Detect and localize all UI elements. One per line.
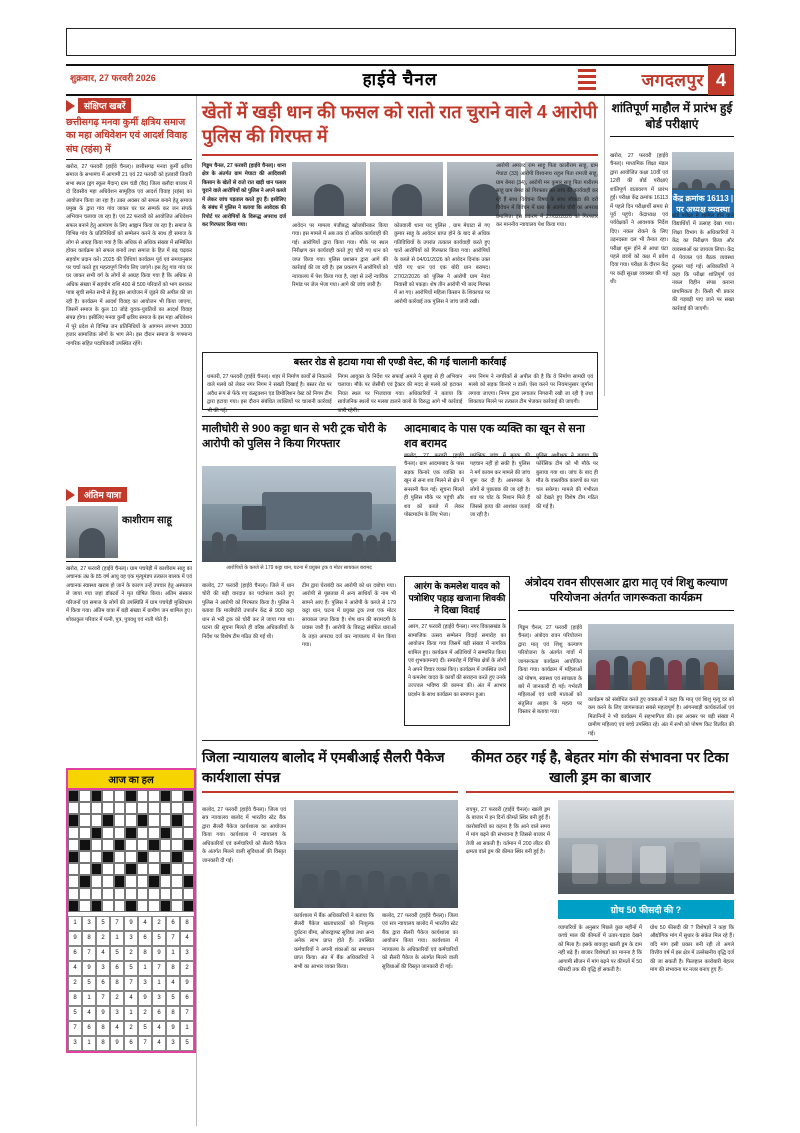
crossword-cell (183, 814, 194, 826)
crossword-cell (183, 900, 194, 912)
sudoku-cell: 1 (180, 1021, 194, 1036)
crossword-cell (148, 839, 159, 851)
sudoku-cell: 4 (152, 1036, 166, 1051)
crossword-grid (68, 790, 194, 912)
sudoku-cell: 4 (166, 976, 180, 991)
sudoku-cell: 1 (110, 931, 124, 946)
box-story (202, 352, 598, 414)
sudoku-cell: 8 (180, 916, 194, 931)
crossword-cell (91, 900, 102, 912)
crossword-cell (114, 827, 125, 839)
crossword-cell (68, 900, 79, 912)
crossword-cell (160, 827, 171, 839)
sudoku-cell: 3 (124, 931, 138, 946)
court-workshop-col-1: बालोद, 27 फरवरी (हाईवे चैनल)। जिला एवं सत्र न्यायालय बालोद में भारतीय स्टेट बैंक द्वारा सैलरी पैकेज कार्यशाला का आयोजन किया गया। कार्यशाला में न्यायालय के अधिकारियों एवं कर्मचारियों को सैलरी पैकेज के अंतर्गत मिलने वाली सुविधाओं की विस्तृत जानकारी दी गई। (202, 807, 286, 864)
crossword-cell (114, 851, 125, 863)
obituary-photo (66, 506, 118, 558)
crossword-cell (148, 875, 159, 887)
crossword-cell (79, 875, 90, 887)
sudoku-cell: 6 (96, 976, 110, 991)
sudoku-cell: 8 (68, 991, 82, 1006)
sudoku-cell: 6 (152, 1006, 166, 1021)
crossword-cell (79, 900, 90, 912)
crossword-cell (125, 851, 136, 863)
sudoku-cell: 5 (180, 1036, 194, 1051)
sudoku-cell: 7 (68, 1021, 82, 1036)
crossword-cell (183, 839, 194, 851)
sudoku-cell: 4 (180, 931, 194, 946)
crossword-cell (171, 900, 182, 912)
column-divider-1 (196, 96, 197, 1126)
sudoku-cell: 9 (110, 1036, 124, 1051)
sudoku-cell: 9 (82, 961, 96, 976)
lead-col-2: आवेदन पर मामला पंजीबद्ध खोजबीनकर किया गया। इस मामले में अब तक दो अधिक कार्यवाही की गई। आरोपियों द्वारा किया गया। मौके पर स्थल निरीक्षण कर कार्यवाही करते हुए चोरी गए धान को जप्त किया गया। पुलिस प्रशासन द्वारा आगे की कार्रवाई की जा रही है। इस प्रकरण में आरोपियों को न्यायालय में पेश किया गया है, जहां से उन्हें न्यायिक रिमांड पर जेल भेजा गया। आगे की जांच जारी है। (292, 223, 388, 288)
box-story-headline: बस्तर रोड से हटाया गया सी एण्डी वेस्ट, की गई चालानी कार्रवाई (293, 357, 507, 368)
sudoku-cell: 7 (180, 1006, 194, 1021)
board-exam-banner: केंद्र क्रमांक 16113 | पर अध्यक्ष व्यवस्था (672, 190, 734, 218)
crossword-cell (68, 790, 79, 802)
sudoku-cell: 3 (82, 916, 96, 931)
crossword-cell (79, 863, 90, 875)
crossword-cell (171, 875, 182, 887)
brief-news-badge-row (66, 98, 192, 113)
arang-story-body: आरंग, 27 फरवरी (हाईवे चैनल)। नगर विकासखंड के सामाजिक उत्सव सम्मेलन विदाई समारोह का आयोजन किया गया जिसमें बड़ी संख्या में नागरिक शामिल हुए। कार्यक्रम में अतिथियों ने सम्मानित किया एवं शुभकामनाएं दीं। समारोह में विभिन्न क्षेत्रों के लोगों ने अपने विचार व्यक्त किए। कार्यक्रम में उपस्थित जनों ने कमलेश यादव के कार्यों की सराहना करते हुए उनके उज्ज्वल भविष्य की कामना की। अंत में आभार प्रदर्शन के साथ कार्यक्रम का समापन हुआ। (408, 624, 506, 698)
sudoku-cell: 9 (124, 916, 138, 931)
body-found-headline: आदमाबाद के पास एक व्यक्ति का खून से सना शव बरामद (404, 423, 585, 450)
crossword-cell (114, 900, 125, 912)
board-exam-headline: शांतिपूर्ण माहौल में प्रारंभ हुई बोर्ड परीक्षाएं (611, 101, 733, 132)
court-workshop-photo (294, 800, 458, 908)
crossword-cell (160, 790, 171, 802)
crossword-cell (148, 863, 159, 875)
crossword-cell (125, 839, 136, 851)
sudoku-cell: 1 (138, 961, 152, 976)
crossword-cell (148, 790, 159, 802)
crossword-cell (102, 863, 113, 875)
masthead-title: हाईवे चैनल (362, 70, 438, 89)
sudoku-cell: 8 (96, 1021, 110, 1036)
sudoku-cell: 7 (110, 916, 124, 931)
crossword-cell (183, 827, 194, 839)
obituary-name: काशीराम साहू (122, 515, 172, 526)
brief-news-badge: संक्षिप्त खबरें (78, 98, 131, 113)
crossword-cell (68, 839, 79, 851)
crossword-cell (91, 790, 102, 802)
sudoku-cell: 9 (166, 1021, 180, 1036)
sudoku-cell: 5 (82, 976, 96, 991)
crossword-cell (148, 888, 159, 900)
crossword-cell (171, 790, 182, 802)
crossword-cell (91, 888, 102, 900)
crossword-cell (102, 875, 113, 887)
brief-news-body: खरोरा, 27 फरवरी (हाईवे चैनल)। छत्तीसगढ़ मनवा कुर्मी क्षत्रिय समाज के सभामंच में आगामी 21 एवं 22 फरवरी को इतवारी तिवारी सभा स्थल (ड्रग स्कूल मैदान) ग्राम चंडी (बैद) जिला बलौदा बाजार में दो दिवसीय महा अधिवेशन सामूहिक एवं आदर्श विवाह (रहंस) का आयोजन किया जा रहा है। उक्त अवसर को सफल बनाने हेतु समाज प्रमुख के द्वारा गांव गांव जाकर घर घर सम्पर्क कर जन संपर्क अभियान चलाया जा रहा है। एवं 22 फरवरी को आयोजित अधिवेशन सफल बनाने हेतु आमंत्रण के लिए आह्वान किया जा रहा है। समाज के विभिन्न गांव के प्रतिनिधियों को सम्मेलन करने के साथ ही समाज के लोग से आग्रह किया गया है कि अधिक से अधिक संख्या में सम्मिलित होकर कार्यक्रम को सफल बनावें तथा समाज के हित में बढ़ चढ़कर सहयोग प्रदान करें। 2025 की तिथियां कार्यक्रम पूर्व एवं समयानुसार पर चर्चा करते हुए महत्वपूर्ण निर्णय लिए जाएंगे। इस हेतु गांव गांव घर घर जाकर सभी वर्ग के लोगों से आग्रह किया गया है कि अधिक से अधिक संख्या में सहयोग राशि 400 से 500 परिवारों को भाग बनाकर पात्रा सूची समेत सभी से हेतु इस आयोजन में जुड़ने की अपील की जा रही है। कार्यक्रम में आदर्श विवाह का आयोजन भी किया जाएगा, जिसमें समाज के कुल 10 जोड़े युवक-युवतियों का आदर्श विवाह संपन्न होगा। इसीलिए मनवा कुर्मी क्षत्रिय समाज के इस महा अधिवेशन में पूरे प्रदेश से विभिन्न जन प्रतिनिधियों के आगमन लगभग 3000 हजार सामाजिक लोगों के भाग लेने। इस दौरान समाज के गणमान्य नागरिक सहित पदाधिकारी उपस्थित रहेंगे। (66, 163, 192, 347)
sudoku-cell: 2 (152, 916, 166, 931)
crossword-cell (91, 814, 102, 826)
sudoku-cell: 5 (138, 1021, 152, 1036)
sudoku-cell: 4 (110, 1021, 124, 1036)
lead-headline: खेतों में खड़ी धान की फसल को रातो रात चुराने वाले 4 आरोपी पुलिस की गिरफ्त में (202, 102, 598, 147)
antrodaya-col-1: गिड्डम चैनल, 27 फरवरी (हाईवे चैनल)। अंत्रोदय रावन परियोजना द्वारा मातृ एवं शिशु कल्याण परियोजना के अंतर्गत गांवों में जागरूकता कार्यक्रम आयोजित किया गया। कार्यक्रम में महिलाओं को पोषण, स्वास्थ्य एवं स्वच्छता के बारे में जानकारी दी गई। गर्भवती महिलाओं एवं धात्री माताओं को संतुलित आहार के महत्व पर विस्तार से बताया गया। (518, 625, 582, 716)
sudoku-cell: 1 (68, 916, 82, 931)
sudoku-cell: 8 (166, 1006, 180, 1021)
truck-story-col-2: टीम द्वारा घेराबंदी कर आरोपी को धर दबोचा गया। आरोपी से पूछताछ में अन्य साथियों के नाम भी सामने आए हैं। पुलिस ने आरोपी के कब्जे से 179 कट्टा धान, घटना में प्रयुक्त ट्रक तथा एक मोटर सायकल जप्त किया है। शेष धान की बरामदगी के प्रयास जारी हैं। आरोपी के विरुद्ध संबंधित धाराओं के तहत अपराध दर्ज कर न्यायालय में पेश किया गया। (302, 583, 396, 648)
crossword-cell (68, 888, 79, 900)
crossword-cell (125, 863, 136, 875)
masthead-city: जगदलपुर (641, 71, 704, 90)
sudoku-cell: 7 (152, 961, 166, 976)
sudoku-cell: 5 (166, 991, 180, 1006)
truck-story-caption: आरोपियों के कब्जे से 179 कट्टा धान, घटना में प्रयुक्त ट्रक व मोटर सायकल बरामद (226, 565, 372, 571)
crossword-cell (125, 888, 136, 900)
sudoku-cell: 2 (110, 991, 124, 1006)
sudoku-cell: 4 (82, 1006, 96, 1021)
crossword-cell (160, 888, 171, 900)
sudoku-cell: 6 (138, 931, 152, 946)
crossword-cell (160, 875, 171, 887)
sudoku-cell: 2 (138, 1006, 152, 1021)
crossword-cell (68, 802, 79, 814)
crossword-cell (148, 827, 159, 839)
crossword-cell (137, 839, 148, 851)
brief-news-headline: छत्तीसगढ़ मनवा कुर्मी क्षत्रिय समाज का महा अधिवेशन एवं आदर्श विवाह संघ (रहंस) में (66, 117, 187, 155)
crossword-cell (125, 814, 136, 826)
sudoku-cell: 9 (180, 976, 194, 991)
crossword-cell (148, 802, 159, 814)
crossword-cell (102, 839, 113, 851)
crossword-cell (148, 851, 159, 863)
sudoku-cell: 4 (96, 946, 110, 961)
sudoku-cell: 3 (152, 991, 166, 1006)
crossword-cell (125, 827, 136, 839)
sudoku-cell: 3 (166, 1036, 180, 1051)
puzzle-box (66, 768, 196, 1053)
crossword-cell (171, 839, 182, 851)
crossword-cell (137, 875, 148, 887)
crossword-cell (91, 863, 102, 875)
crossword-cell (79, 888, 90, 900)
crossword-cell (137, 863, 148, 875)
crossword-cell (137, 790, 148, 802)
sudoku-cell: 2 (68, 976, 82, 991)
crossword-cell (102, 851, 113, 863)
crossword-cell (160, 900, 171, 912)
sudoku-cell: 8 (96, 1036, 110, 1051)
antrodaya-headline: अंत्रोदय रावन सीएसआर द्वारा मातृ एवं शिशु कल्याण परियोजना अंतर्गत जागरूकता कार्यक्रम (524, 577, 728, 604)
top-banner-bar (66, 28, 736, 56)
sudoku-cell: 8 (138, 946, 152, 961)
sudoku-cell: 9 (138, 991, 152, 1006)
crossword-cell (183, 790, 194, 802)
sudoku-cell: 5 (152, 931, 166, 946)
body-found-col-2: प्रारंभिक जांच में मृतक की पहचान नहीं हो सकी है। पुलिस ने मर्ग कायम कर मामले की जांच शुरू कर दी है। आसपास के लोगों से पूछताछ की जा रही है। शव पर चोट के निशान मिले हैं जिससे हत्या की आशंका जताई जा रही है। (470, 453, 530, 518)
crossword-cell (160, 814, 171, 826)
drum-market-col-3: ग्रोथ 50 फीसदी की ? विशेषज्ञों ने कहा कि औद्योगिक मांग में सुधार के संकेत मिल रहे हैं। यदि मांग इसी प्रकार बनी रही तो अगले वित्तीय वर्ष में इस क्षेत्र में उल्लेखनीय वृद्धि दर्ज की जा सकती है। फिलहाल कारोबारी बेहतर मांग की संभावना पर नजर बनाए हुए हैं। (650, 925, 734, 974)
sudoku-cell: 8 (82, 931, 96, 946)
crossword-cell (171, 827, 182, 839)
menu-bars-icon (578, 69, 596, 91)
box-story-col-2: निगम आयुक्त के निर्देश पर सफाई अमले ने सुबह से ही अभियान चलाया। मौके पर जेसीबी एवं ट्रैक्टर की मदद से मलबे को हटाकर नियत स्थल पर भिजवाया गया। अधिकारियों ने बताया कि सार्वजनिक स्थलों पर मलबा डालने वालों के विरुद्ध आगे भी कार्रवाई जारी रहेगी। (337, 373, 463, 414)
crossword-cell (102, 888, 113, 900)
antrodaya-col-2: कार्यक्रम को संबोधित करते हुए वक्ताओं ने कहा कि मातृ एवं शिशु मृत्यु दर को कम करने के लिए जागरूकता सबसे महत्वपूर्ण है। आंगनबाड़ी कार्यकर्ताओं एवं मितानिनों ने भी कार्यक्रम में सहभागिता की। इस अवसर पर बड़ी संख्या में ग्रामीण महिलाएं एवं बच्चे उपस्थित रहे। अंत में सभी को पोषण किट वितरित की गई। (588, 697, 734, 737)
crossword-cell (160, 802, 171, 814)
sudoku-grid (68, 916, 194, 1051)
growth-badge: ग्रोथ 50 फीसदी की ? (558, 900, 734, 919)
crossword-cell (114, 875, 125, 887)
arang-story (404, 576, 510, 726)
crossword-cell (137, 888, 148, 900)
crossword-cell (68, 851, 79, 863)
sudoku-cell: 2 (180, 961, 194, 976)
crossword-cell (125, 875, 136, 887)
sudoku-cell: 7 (82, 946, 96, 961)
board-exam-col-2: बोर्ड परीक्षा में शामिल होने वाले विद्यार्थियों में उत्साह देखा गया। शिक्षा विभाग के अधिकारियों ने केंद्र का निरीक्षण किया और व्यवस्थाओं का जायजा लिया। केंद्र में पेयजल एवं बैठक व्यवस्था दुरुस्त पाई गई। अधिकारियों ने कहा कि परीक्षा शांतिपूर्ण एवं नकल विहीन संपन्न कराना प्राथमिकता है। किसी भी प्रकार की गड़बड़ी पाए जाने पर सख्त कार्रवाई की जाएगी। (672, 213, 734, 312)
crossword-cell (91, 851, 102, 863)
sudoku-cell: 7 (166, 931, 180, 946)
last-journey-badge-row (66, 487, 192, 502)
sudoku-cell: 1 (82, 1036, 96, 1051)
sudoku-cell: 9 (68, 931, 82, 946)
crossword-cell (160, 851, 171, 863)
antrodaya-photo (588, 624, 734, 690)
crossword-cell (183, 802, 194, 814)
sudoku-cell: 1 (82, 991, 96, 1006)
crossword-cell (79, 851, 90, 863)
crossword-cell (137, 851, 148, 863)
sudoku-cell: 2 (124, 1021, 138, 1036)
crossword-cell (160, 863, 171, 875)
crossword-cell (102, 827, 113, 839)
crossword-cell (137, 814, 148, 826)
crossword-cell (114, 839, 125, 851)
accused-photo-2 (370, 162, 444, 216)
last-journey-badge: अंतिम यात्रा (78, 487, 127, 502)
crossword-cell (91, 827, 102, 839)
sudoku-cell: 5 (110, 946, 124, 961)
sudoku-cell: 3 (138, 976, 152, 991)
crossword-cell (183, 863, 194, 875)
sudoku-cell: 3 (96, 961, 110, 976)
sudoku-cell: 6 (124, 1036, 138, 1051)
drum-market-photo (558, 800, 734, 894)
crossword-cell (137, 802, 148, 814)
crossword-cell (91, 802, 102, 814)
sudoku-cell: 4 (68, 961, 82, 976)
court-workshop-col-3: बालोद, 27 फरवरी (हाईवे चैनल)। जिला एवं सत्र न्यायालय बालोद में भारतीय स्टेट बैंक द्वारा सैलरी पैकेज कार्यशाला का आयोजन किया गया। कार्यशाला में न्यायालय के अधिकारियों एवं कर्मचारियों को सैलरी पैकेज के अंतर्गत मिलने वाली सुविधाओं की विस्तृत जानकारी दी गई। (382, 913, 458, 970)
crossword-cell (171, 888, 182, 900)
crossword-cell (137, 827, 148, 839)
crossword-cell (79, 839, 90, 851)
sudoku-cell: 6 (110, 961, 124, 976)
sudoku-cell: 9 (152, 946, 166, 961)
crossword-cell (114, 888, 125, 900)
body-found-col-3: पुलिस अधीक्षक ने बताया कि फोरेंसिक टीम को भी मौके पर बुलाया गया था। जांच के बाद ही मौत के वास्तविक कारणों का पता चल सकेगा। मामले की गंभीरता को देखते हुए विशेष टीम गठित की गई है। (536, 453, 598, 510)
crossword-cell (183, 888, 194, 900)
arang-story-headline: आरंग के कमलेश यादव को पत्रोशिए पहाड़ खजाना शिवकी ने दिखा विदाई (408, 581, 506, 616)
sudoku-cell: 8 (166, 961, 180, 976)
crossword-cell (125, 790, 136, 802)
crossword-cell (102, 790, 113, 802)
crossword-cell (102, 802, 113, 814)
crossword-cell (68, 814, 79, 826)
sudoku-cell: 7 (138, 1036, 152, 1051)
board-exam-col-1: खरोरा, 27 फरवरी (हाईवे चैनल)। माध्यमिक शिक्षा मंडल द्वारा आयोजित कक्षा 10वीं एवं 12वीं की बोर्ड परीक्षाएं शांतिपूर्ण वातावरण में प्रारंभ हुईं। परीक्षा केंद्र क्रमांक 16113 में पहले दिन परीक्षार्थी समय से पूर्व पहुंचे। केंद्राध्यक्ष एवं पर्यवेक्षकों ने आवश्यक निर्देश दिए। नकल रोकने के लिए उड़नदस्ता दल भी तैनात रहा। परीक्षा शुरू होने से आधा घंटा पहले छात्रों को कक्ष में प्रवेश दिया गया। परीक्षा के दौरान केंद्र पर कड़ी सुरक्षा व्यवस्था की गई थी। (610, 153, 668, 286)
drum-market-col-2: व्यापारियों के अनुसार पिछले कुछ महीनों में कच्चे माल की कीमतों में उतार-चढ़ाव देखने को मिला है। इसके बावजूद खाली ड्रम के दाम नहीं बढ़े हैं। बाजार विशेषज्ञों का मानना है कि आगामी सीजन में मांग बढ़ने पर कीमतों में 50 फीसदी तक की वृद्धि हो सकती है। (558, 925, 642, 974)
sudoku-cell: 5 (124, 961, 138, 976)
sudoku-cell: 7 (124, 976, 138, 991)
crossword-cell (125, 900, 136, 912)
truck-story-photo (202, 466, 396, 562)
truck-story-col-1: बालोद, 27 फरवरी (हाईवे चैनल)। जिले में धान चोरी की बड़ी वारदात का पर्दाफाश करते हुए पुलिस ने आरोपी को गिरफ्तार किया है। पुलिस ने बताया कि मालीघोरी उपार्जन केंद्र से 900 कट्टा धान से भरी ट्रक को चोरी कर ले जाया गया था। घटना की सूचना मिलते ही वरिष्ठ अधिकारियों के निर्देश पर विशेष टीम गठित की गई थी। (202, 583, 294, 640)
crossword-cell (102, 814, 113, 826)
sudoku-cell: 9 (96, 1006, 110, 1021)
crossword-cell (171, 802, 182, 814)
lead-col-4: आरोपी अमजद राम साहू पिता कालीराम साहू, ग्राम मेघाटा (33) आरोपी विश्वनाथ राहुल पिता रामजी साहू, ग्राम बेमरा (34), आरोपी मन कुमार साहू पिता मारीराम साहू ग्राम बेमरा को गिरफ्तार कर जांच की कार्यवाही कर रहे हैं साथ विवेचना विषय के साथ लौकडा की दरो विवेचन में विवेचन में धारा के अंतर्गत चोरी का अपराध प्रमाणित। इस प्रकरण में 27/02/2026 को गिरफ्तार कर माननीय न्यायालय पेश किया गया। (496, 163, 598, 228)
sudoku-cell: 5 (96, 916, 110, 931)
crossword-cell (148, 814, 159, 826)
sudoku-cell: 4 (152, 1021, 166, 1036)
truck-story-headline: मालीघोरी से 900 कट्टा धान से भरी ट्रक चोरी के आरोपी को पुलिस ने किया गिरफ्तार (202, 423, 387, 450)
sudoku-cell: 6 (166, 916, 180, 931)
box-story-col-1: धमतरी, 27 फरवरी (हाईवे चैनल)। शहर में निर्माण कार्यों से निकलने वाले मलबे को लेकर नगर निगम ने सख्ती दिखाई है। बस्तर रोड पर अवैध रूप से फेंके गए कंस्ट्रक्शन एंड डिमोलिशन वेस्ट को निगम टीम द्वारा हटाया गया। इस दौरान संबंधित व्यक्तियों पर चालानी कार्रवाई भी की गई। (207, 373, 332, 414)
sudoku-cell: 3 (68, 1036, 82, 1051)
lead-col-1: गिड्डम चैनल, 27 फरवरी (हाईवे चैनल)। थाना क्षेत्र के अंतर्गत ग्राम मेघाटा की आदिवासी किसान के खेतों से रातो रात खड़ी धान फसल चुराने वाले आरोपियों को पुलिस ने अपने कब्जे में लेकर जांच पड़ताल करते हुए हैं। इसीलिए के संबंध में पुलिस ने बताया कि आवेदक की रिपोर्ट पर आरोपियों के विरूद्ध अपराध दर्ज कर गिरफ्तार किया गया। (202, 163, 286, 228)
crossword-cell (79, 790, 90, 802)
crossword-cell (91, 839, 102, 851)
sudoku-cell: 1 (124, 1006, 138, 1021)
court-workshop-col-2: कार्यशाला में बैंक अधिकारियों ने बताया कि सैलरी पैकेज खाताधारकों को निःशुल्क दुर्घटना बीमा, ओवरड्राफ्ट सुविधा तथा अन्य अनेक लाभ प्राप्त होते हैं। उपस्थित कर्मचारियों ने अपनी शंकाओं का समाधान प्राप्त किया। अंत में बैंक अधिकारियों ने सभी का आभार व्यक्त किया। (294, 913, 374, 970)
obituary-body: खरोरा, 27 फरवरी (हाईवे चैनल)। ग्राम पचपेड़ी में काशीराम साहू का अचानक उम्र के 85 वर्ष आयु वह एक मृत्युमंडप तत्काल बालक में एवं अचानक स्वास्थ्य खराब हो जाने के कारण उन्हें उपचार हेतु अस्पताल ले जाया गया जहां डॉक्टरों ने मृत घोषित किया। अंतिम संस्कार परिजनों एवं समाज के लोगों की उपस्थिति में ग्राम पचपेड़ी मुक्तिधाम में किया गया। अंतिम यात्रा में बड़ी संख्या में ग्रामीण जन शामिल हुए। शोकाकुल परिवार में पत्नी, पुत्र, पुत्रवधु एवं नाती पोते हैं। (66, 566, 192, 623)
sudoku-cell: 6 (180, 991, 194, 1006)
crossword-cell (137, 900, 148, 912)
crossword-cell (183, 851, 194, 863)
sudoku-cell: 4 (138, 916, 152, 931)
sudoku-cell: 7 (96, 991, 110, 1006)
crossword-cell (102, 900, 113, 912)
sudoku-cell: 3 (110, 1006, 124, 1021)
crossword-cell (68, 875, 79, 887)
drum-market-headline: कीमत ठहर गई है, बेहतर मांग की संभावना पर टिका खाली ड्रम का बाजार (471, 749, 729, 785)
sudoku-cell: 4 (124, 991, 138, 1006)
box-story-col-3: नगर निगम ने नागरिकों से अपील की है कि वे निर्माण सामग्री एवं मलबे को सड़क किनारे न डालें। ऐसा करने पर नियमानुसार जुर्माना लगाया जाएगा। निगम द्वारा लगातार निगरानी रखी जा रही है तथा शिकायत मिलने पर तत्काल टीम भेजकर कार्रवाई की जाएगी। (468, 373, 594, 406)
lead-col-3: कोतवाली थाना पद पुलिस , ग्राम मेघाटा से गए कुमार साहू के आवेदन प्राप्त होने के बाद से अधिक गतिविधियों के उपरांत तत्काल कार्यवाही करते हुए चारों आरोपियों को गिरफ्तार किया गया। आरोपियों के कब्जे से 04/01/2026 को आवेदन दिनांक उक्त चोरी गए धान एवं एक बोरी धान बरामद। 27/02/2026 को पुलिस ने आरोपी ग्राम नेवरा निवासी को पकड़ा। शेष तीन आरोपी भी जल्द गिरफ्त में आ गए। आरोपियों महिला किसान के शिकायत पर आरोपी कार्रवाई तक पुलिस ने जांच जारी रखी। (394, 223, 490, 305)
accused-photo-1 (292, 162, 366, 216)
sudoku-cell: 2 (96, 931, 110, 946)
crossword-cell (79, 827, 90, 839)
drum-market-col-1: रायपुर, 27 फरवरी (हाईवे चैनल)। खाली ड्रम के बाजार में इन दिनों कीमतें स्थिर बनी हुई हैं। कारोबारियों का कहना है कि आने वाले समय में मांग बढ़ने की संभावना है जिससे बाजार में तेजी आ सकती है। वर्तमान में 200 लीटर की क्षमता वाले ड्रम की कीमत स्थिर बनी हुई है। (466, 807, 550, 856)
court-workshop-headline: जिला न्यायालय बालोद में एमबीआई सैलरी पैकेज कार्यशाला संपन्न (202, 749, 445, 785)
sudoku-cell: 6 (68, 946, 82, 961)
sudoku-cell: 1 (166, 946, 180, 961)
puzzle-title: आज का हल (68, 770, 194, 790)
sudoku-cell: 2 (124, 946, 138, 961)
crossword-cell (91, 875, 102, 887)
crossword-cell (79, 814, 90, 826)
page-number: 4 (708, 65, 734, 95)
crossword-cell (79, 802, 90, 814)
crossword-cell (114, 790, 125, 802)
crossword-cell (114, 814, 125, 826)
crossword-cell (160, 839, 171, 851)
sudoku-cell: 8 (110, 976, 124, 991)
crossword-cell (183, 875, 194, 887)
crossword-cell (114, 863, 125, 875)
body-found-col-1: बालोद, 27 फरवरी (हाईवे चैनल)। ग्राम आदमाबाद के पास सड़क किनारे एक व्यक्ति का खून से सना शव मिलने से क्षेत्र में सनसनी फैल गई। सूचना मिलते ही पुलिस मौके पर पहुंची और शव को कब्जे में लेकर पोस्टमार्टम के लिए भेजा। (404, 453, 464, 518)
crossword-cell (171, 863, 182, 875)
sudoku-cell: 1 (152, 976, 166, 991)
crossword-cell (114, 802, 125, 814)
crossword-cell (171, 851, 182, 863)
column-divider-2 (604, 96, 605, 396)
arrow-icon (66, 100, 75, 112)
masthead-date: शुक्रवार, 27 फरवरी 2026 (70, 73, 156, 83)
crossword-cell (68, 863, 79, 875)
crossword-cell (171, 814, 182, 826)
sudoku-cell: 5 (68, 1006, 82, 1021)
crossword-cell (148, 900, 159, 912)
sudoku-cell: 3 (180, 946, 194, 961)
crossword-cell (68, 827, 79, 839)
sudoku-cell: 6 (82, 1021, 96, 1036)
masthead (66, 64, 734, 96)
crossword-cell (125, 802, 136, 814)
arrow-icon-2 (66, 489, 75, 501)
